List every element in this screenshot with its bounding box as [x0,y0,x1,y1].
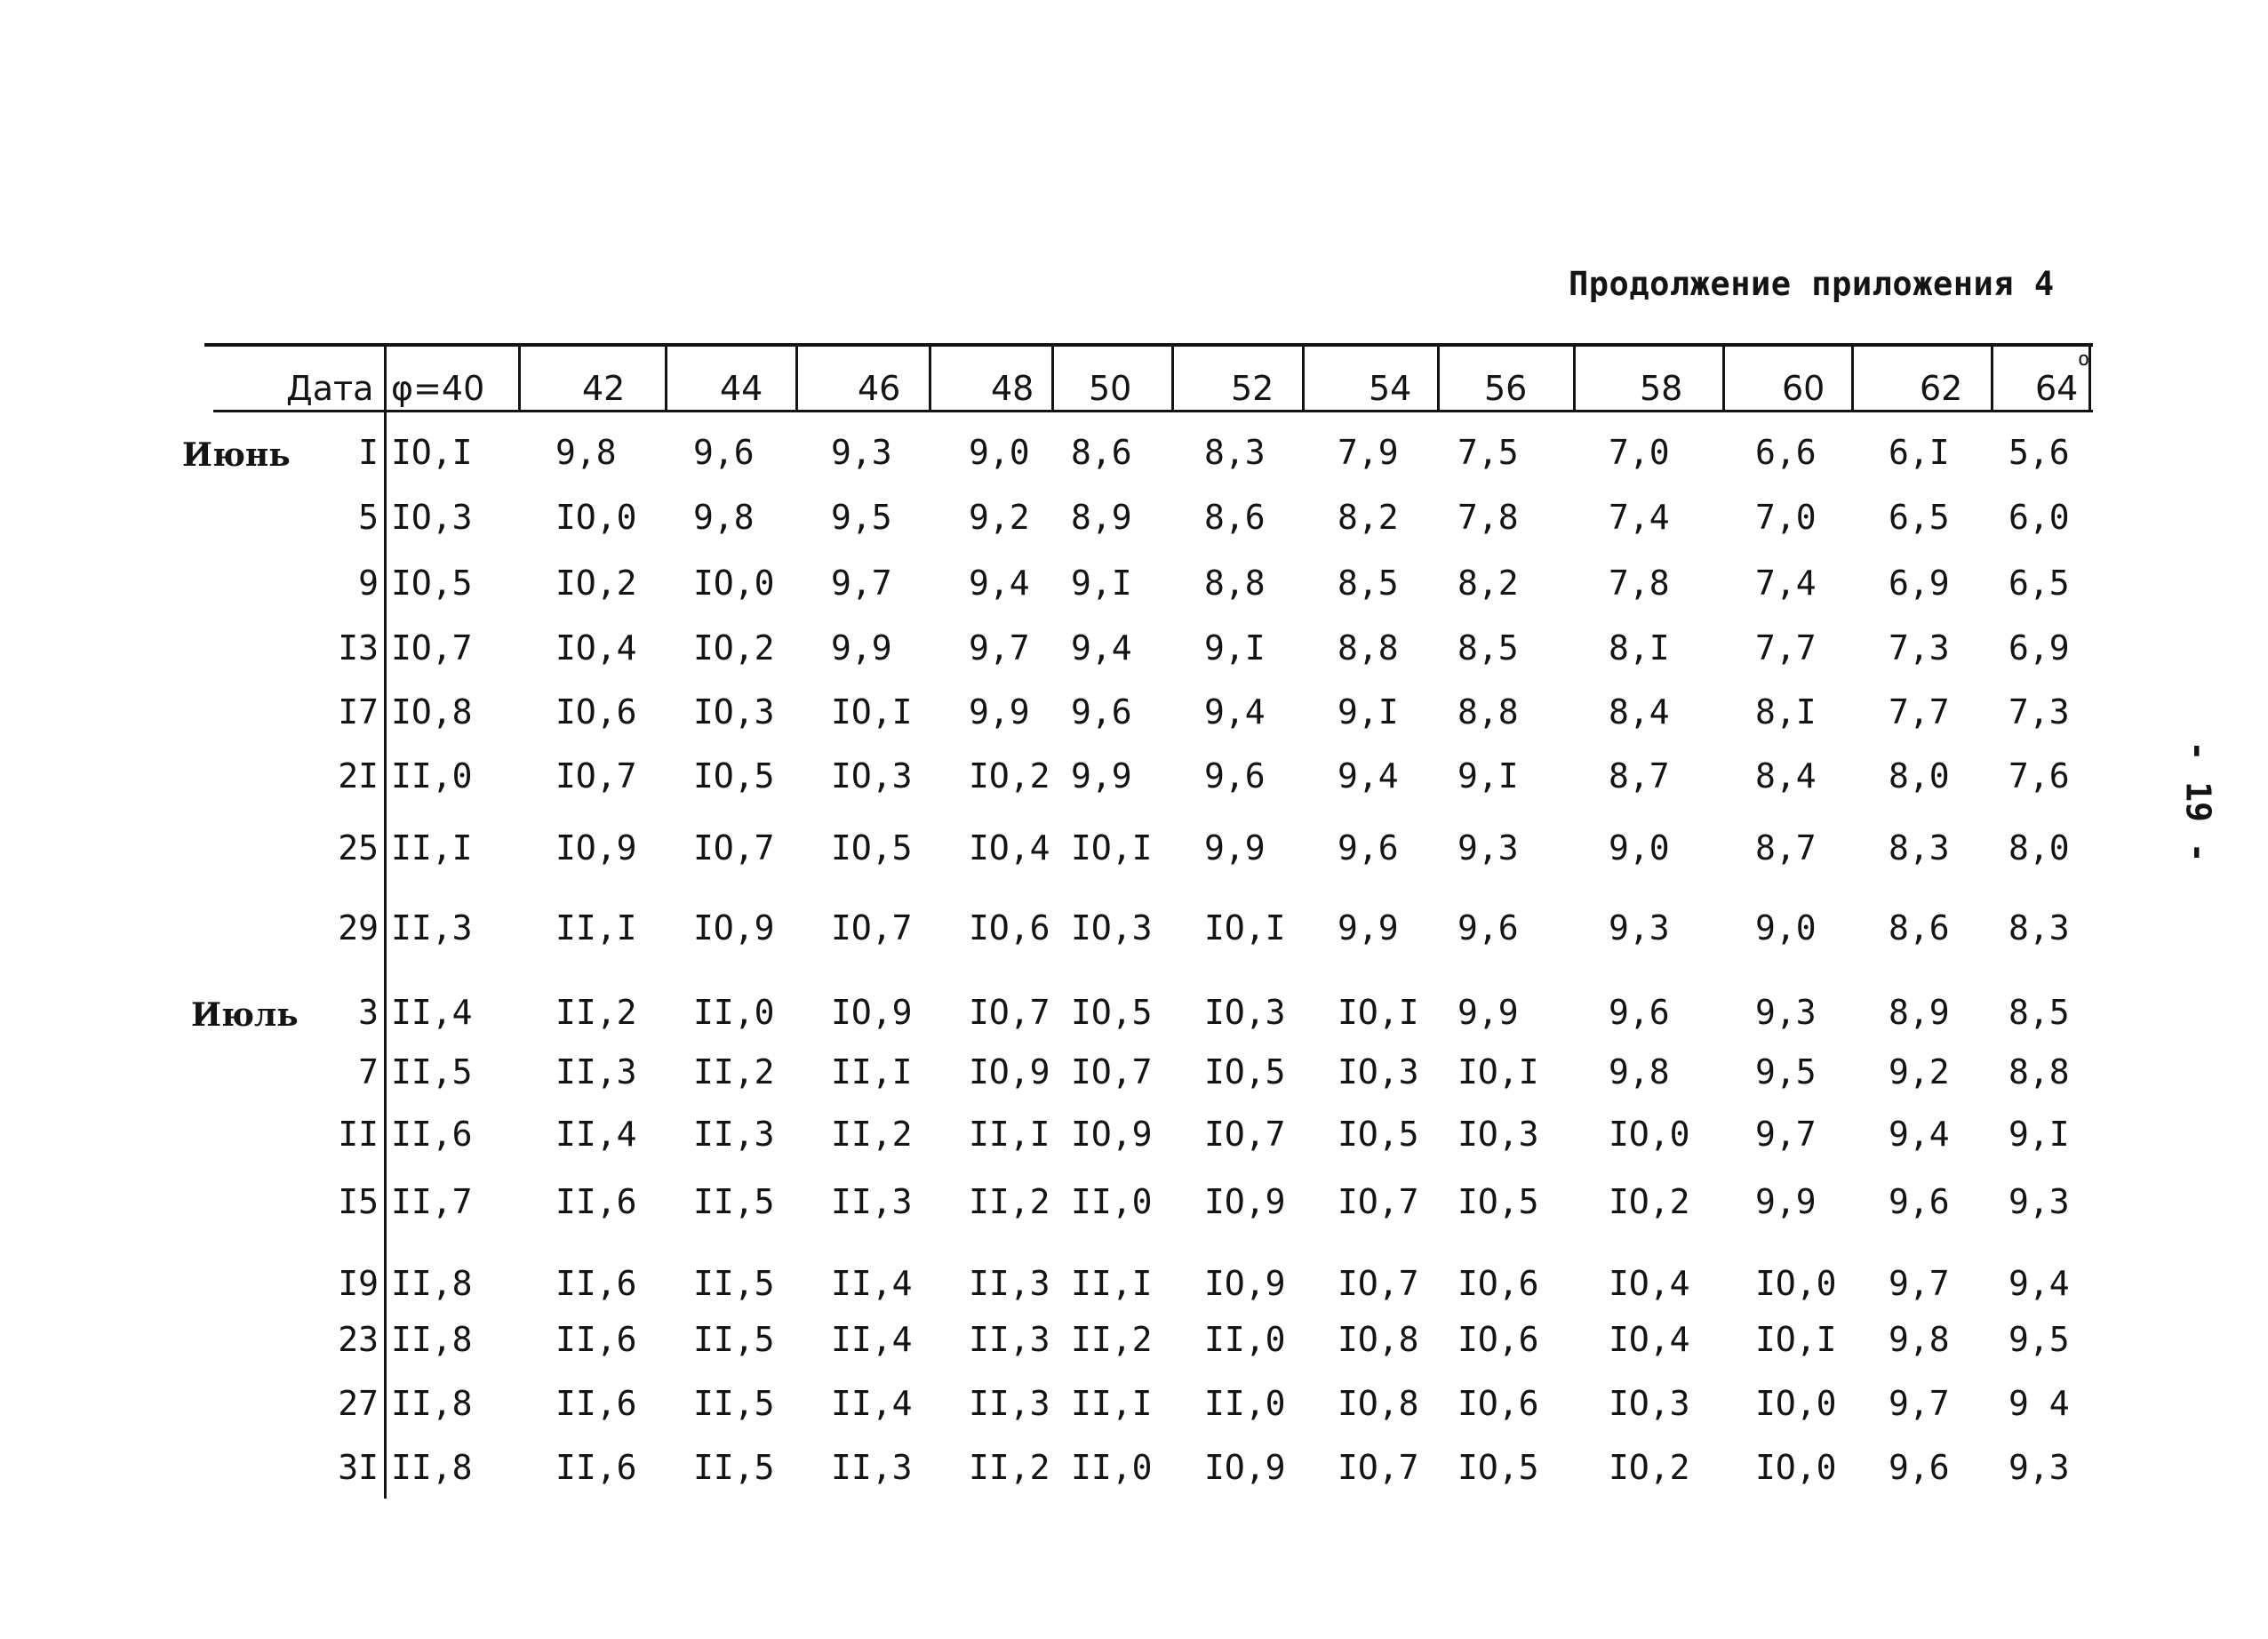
table-cell: II,5 [693,1182,775,1221]
latitude-header: 56 [1484,369,1528,408]
table-cell: IO,7 [1338,1182,1419,1221]
table-cell: II,3 [831,1448,913,1487]
table-cell: IO,0 [555,498,637,537]
table-cell: IO,3 [391,498,473,537]
day-label: I5 [338,1182,379,1221]
table-cell: 8,0 [1889,756,1950,796]
table-cell: II,I [831,1052,913,1091]
table-cell: IO,2 [555,564,637,603]
table-cell: II,5 [693,1320,775,1359]
table-cell: 6,0 [2008,498,2070,537]
table-cell: IO,I [391,433,473,472]
day-label: 25 [338,828,379,867]
table-cell: 8,5 [2008,993,2070,1032]
table-cell: 7,8 [1609,564,1670,603]
date-column-rule [384,343,387,1499]
table-cell: 9,9 [969,692,1030,732]
day-label: 23 [338,1320,379,1359]
table-cell: IO,I [1755,1320,1837,1359]
table-cell: IO,7 [1338,1448,1419,1487]
table-cell: IO,7 [1071,1052,1153,1091]
table-cell: 8,3 [1889,828,1950,867]
table-cell: 9,0 [969,433,1030,472]
day-label: I7 [338,692,379,732]
table-cell: IO,8 [391,692,473,732]
table-cell: 7,0 [1755,498,1817,537]
table-caption: Продолжение приложения 4 [1569,265,2055,303]
table-cell: IO,3 [1457,1115,1539,1154]
table-cell: 7,4 [1755,564,1817,603]
table-cell: 7,5 [1457,433,1519,472]
table-cell: II,0 [1071,1448,1153,1487]
table-cell: 7,3 [2008,692,2070,732]
table-cell: II,0 [391,756,473,796]
table-cell: II,8 [391,1384,473,1423]
header-column-separator [929,343,931,411]
month-label: Июль [191,996,299,1034]
table-cell: 9,9 [1204,828,1266,867]
table-cell: IO,9 [1071,1115,1153,1154]
table-cell: 9,4 [1071,628,1132,668]
table-cell: 6,6 [1755,433,1817,472]
table-cell: 8,2 [1457,564,1519,603]
table-cell: II,8 [391,1264,473,1303]
table-cell: 9,8 [555,433,617,472]
table-cell: 9,6 [1204,756,1266,796]
table-cell: II,I [969,1115,1050,1154]
table-cell: 7,7 [1889,692,1950,732]
table-cell: IO,9 [555,828,637,867]
table-cell: 8,3 [1204,433,1266,472]
table-cell: IO,9 [831,993,913,1032]
table-cell: 9,2 [969,498,1030,537]
latitude-header: φ=40 [391,369,485,408]
table-cell: IO,0 [1755,1448,1837,1487]
table-cell: 7,9 [1338,433,1399,472]
table-cell: 9,7 [969,628,1030,668]
table-cell: II,8 [391,1320,473,1359]
table-cell: 9,5 [1755,1052,1817,1091]
table-cell: 9,7 [1755,1115,1817,1154]
table-cell: 9,3 [831,433,892,472]
table-cell: IO,3 [1609,1384,1690,1423]
table-cell: 8,7 [1609,756,1670,796]
table-cell: II,2 [831,1115,913,1154]
table-top-rule [204,343,2093,347]
latitude-header: 60 [1782,369,1825,408]
day-label: 3I [338,1448,379,1487]
table-cell: 9,9 [1755,1182,1817,1221]
table-cell: II,2 [555,993,637,1032]
table-cell: IO,9 [969,1052,1050,1091]
table-cell: II,5 [693,1448,775,1487]
table-cell: IO,4 [1609,1320,1690,1359]
day-label: I [358,433,379,472]
table-cell: 9,3 [2008,1182,2070,1221]
table-cell: 9,7 [831,564,892,603]
table-cell: 8,6 [1071,433,1132,472]
table-cell: 9,9 [1457,993,1519,1032]
table-cell: 8,I [1609,628,1670,668]
day-label: 9 [358,564,379,603]
table-cell: 5,6 [2008,433,2070,472]
table-cell: 9,6 [1889,1182,1950,1221]
table-cell: IO,9 [1204,1182,1286,1221]
table-cell: 8,I [1755,692,1817,732]
table-cell: IO,4 [555,628,637,668]
latitude-header: 52 [1231,369,1274,408]
table-cell: IO,3 [831,756,913,796]
table-cell: IO,9 [693,908,775,947]
table-cell: 9,6 [1889,1448,1950,1487]
table-cell: II,4 [831,1384,913,1423]
header-column-separator [1573,343,1576,411]
table-cell: IO,I [831,692,913,732]
latitude-header: 46 [858,369,901,408]
table-cell: II,6 [391,1115,473,1154]
table-cell: IO,9 [1204,1448,1286,1487]
latitude-header: 58 [1640,369,1683,408]
table-cell: II,6 [555,1182,637,1221]
table-cell: II,0 [693,993,775,1032]
table-cell: IO,3 [1338,1052,1419,1091]
table-cell: 9,3 [1457,828,1519,867]
table-cell: IO,5 [1457,1448,1539,1487]
table-cell: 7,8 [1457,498,1519,537]
table-cell: 6,9 [2008,628,2070,668]
table-cell: 8,6 [1204,498,1266,537]
table-cell: II,4 [831,1320,913,1359]
table-cell: 9,3 [1755,993,1817,1032]
header-column-separator [795,343,798,411]
table-cell: 7,4 [1609,498,1670,537]
table-cell: 9,8 [1889,1320,1950,1359]
table-cell: 9,I [2008,1115,2070,1154]
table-cell: 8,8 [1204,564,1266,603]
table-cell: 8,0 [2008,828,2070,867]
table-cell: II,5 [391,1052,473,1091]
table-cell: IO,5 [831,828,913,867]
table-cell: II,5 [693,1384,775,1423]
table-cell: II,3 [831,1182,913,1221]
header-column-separator [1171,343,1174,411]
header-column-separator [1302,343,1305,411]
table-cell: IO,0 [1755,1264,1837,1303]
table-cell: 7,0 [1609,433,1670,472]
table-cell: 9,I [1457,756,1519,796]
table-cell: 9,4 [1889,1115,1950,1154]
table-cell: 8,7 [1755,828,1817,867]
table-cell: II,6 [555,1320,637,1359]
table-cell: IO,7 [1338,1264,1419,1303]
table-cell: 9,I [1071,564,1132,603]
latitude-header: 48 [991,369,1034,408]
table-cell: 6,5 [1889,498,1950,537]
table-cell: IO,4 [1609,1264,1690,1303]
header-column-separator [665,343,667,411]
table-cell: II,3 [391,908,473,947]
table-cell: 9,5 [2008,1320,2070,1359]
table-cell: 9,8 [1609,1052,1670,1091]
table-cell: IO,8 [1338,1384,1419,1423]
header-column-separator [518,343,521,411]
table-cell: 9,7 [1889,1384,1950,1423]
page-number: - 19 - [2178,740,2218,863]
table-cell: 9,6 [1609,993,1670,1032]
table-cell: 7,6 [2008,756,2070,796]
table-cell: II,3 [693,1115,775,1154]
table-cell: II,8 [391,1448,473,1487]
table-cell: II,3 [555,1052,637,1091]
table-cell: 9,7 [1889,1264,1950,1303]
table-cell: IO,6 [1457,1384,1539,1423]
table-cell: 9,8 [693,498,755,537]
table-cell: II,I [1071,1384,1153,1423]
table-cell: IO,5 [693,756,775,796]
header-column-separator [1991,343,1993,411]
table-cell: II,6 [555,1264,637,1303]
table-cell: IO,0 [1755,1384,1837,1423]
latitude-header: 64 [2035,369,2079,408]
table-cell: 8,3 [2008,908,2070,947]
table-cell: II,4 [831,1264,913,1303]
day-label: 5 [358,498,379,537]
table-cell: 9,3 [2008,1448,2070,1487]
table-cell: II,2 [693,1052,775,1091]
table-cell: 9,4 [2008,1264,2070,1303]
table-cell: IO,I [1204,908,1286,947]
table-cell: 8,8 [1338,628,1399,668]
table-cell: 9,6 [1071,692,1132,732]
table-cell: 8,5 [1457,628,1519,668]
table-cell: II,6 [555,1448,637,1487]
latitude-header: 44 [720,369,763,408]
table-cell: II,0 [1204,1320,1286,1359]
table-cell: 9 4 [2008,1384,2070,1423]
date-header: Дата [286,369,374,408]
table-cell: 6,5 [2008,564,2070,603]
table-cell: 9,6 [1457,908,1519,947]
header-column-separator [1437,343,1440,411]
table-cell: 9,4 [969,564,1030,603]
table-cell: IO,7 [555,756,637,796]
table-cell: IO,2 [693,628,775,668]
table-cell: 8,8 [2008,1052,2070,1091]
latitude-header: 54 [1369,369,1412,408]
table-cell: 8,9 [1889,993,1950,1032]
table-cell: IO,5 [1071,993,1153,1032]
table-cell: 9,0 [1609,828,1670,867]
day-label: 3 [358,993,379,1032]
table-cell: 8,6 [1889,908,1950,947]
table-cell: IO,2 [969,756,1050,796]
table-cell: IO,2 [1609,1182,1690,1221]
latitude-header: 50 [1089,369,1132,408]
table-cell: II,2 [969,1182,1050,1221]
degree-mark: o [2078,348,2090,371]
day-label: I9 [338,1264,379,1303]
table-cell: II,I [391,828,473,867]
table-cell: 9,6 [693,433,755,472]
table-cell: II,2 [969,1448,1050,1487]
day-label: 29 [338,908,379,947]
table-cell: II,4 [391,993,473,1032]
table-cell: 8,4 [1755,756,1817,796]
day-label: 2I [338,756,379,796]
table-cell: II,0 [1071,1182,1153,1221]
table-cell: 8,5 [1338,564,1399,603]
table-cell: IO,7 [1204,1115,1286,1154]
table-cell: IO,3 [1071,908,1153,947]
table-cell: II,3 [969,1320,1050,1359]
table-cell: 7,3 [1889,628,1950,668]
table-cell: 9,9 [1071,756,1132,796]
table-cell: II,I [1071,1264,1153,1303]
table-cell: IO,7 [391,628,473,668]
table-cell: 9,I [1204,628,1266,668]
table-cell: IO,2 [1609,1448,1690,1487]
table-cell: IO,6 [1457,1320,1539,1359]
table-cell: IO,3 [1204,993,1286,1032]
table-cell: II,3 [969,1264,1050,1303]
day-label: 7 [358,1052,379,1091]
table-cell: 7,7 [1755,628,1817,668]
table-cell: 6,9 [1889,564,1950,603]
table-cell: II,7 [391,1182,473,1221]
table-cell: IO,6 [555,692,637,732]
table-cell: IO,5 [1457,1182,1539,1221]
day-label: I3 [338,628,379,668]
header-column-separator [1722,343,1725,411]
day-label: 27 [338,1384,379,1423]
table-cell: IO,5 [391,564,473,603]
table-cell: 9,I [1338,692,1399,732]
table-cell: 9,2 [1889,1052,1950,1091]
table-cell: IO,5 [1204,1052,1286,1091]
table-cell: 9,3 [1609,908,1670,947]
table-cell: 8,2 [1338,498,1399,537]
table-cell: 9,9 [1338,908,1399,947]
table-cell: II,I [555,908,637,947]
table-cell: 9,4 [1204,692,1266,732]
header-column-separator [1051,343,1054,411]
table-cell: II,0 [1204,1384,1286,1423]
table-cell: IO,6 [969,908,1050,947]
table-cell: IO,9 [1204,1264,1286,1303]
table-cell: IO,6 [1457,1264,1539,1303]
day-label: II [338,1115,379,1154]
month-label: Июнь [182,436,291,474]
table-cell: 9,5 [831,498,892,537]
table-cell: IO,3 [693,692,775,732]
table-cell: IO,8 [1338,1320,1419,1359]
header-bottom-rule [213,410,2093,412]
table-cell: IO,7 [831,908,913,947]
table-cell: II,6 [555,1384,637,1423]
header-column-separator [1851,343,1854,411]
table-cell: 9,4 [1338,756,1399,796]
table-cell: 9,6 [1338,828,1399,867]
table-cell: IO,7 [693,828,775,867]
table-cell: II,3 [969,1384,1050,1423]
table-cell: 9,9 [831,628,892,668]
table-cell: II,2 [1071,1320,1153,1359]
table-cell: 9,0 [1755,908,1817,947]
table-cell: II,5 [693,1264,775,1303]
table-cell: 8,4 [1609,692,1670,732]
table-cell: IO,0 [1609,1115,1690,1154]
table-cell: 8,9 [1071,498,1132,537]
table-cell: IO,I [1071,828,1153,867]
table-cell: IO,I [1338,993,1419,1032]
latitude-header: 42 [582,369,626,408]
table-cell: 8,8 [1457,692,1519,732]
table-cell: IO,I [1457,1052,1539,1091]
table-cell: 6,I [1889,433,1950,472]
table-cell: II,4 [555,1115,637,1154]
table-cell: IO,0 [693,564,775,603]
table-cell: IO,7 [969,993,1050,1032]
table-cell: IO,4 [969,828,1050,867]
table-cell: IO,5 [1338,1115,1419,1154]
latitude-header: 62 [1920,369,1963,408]
